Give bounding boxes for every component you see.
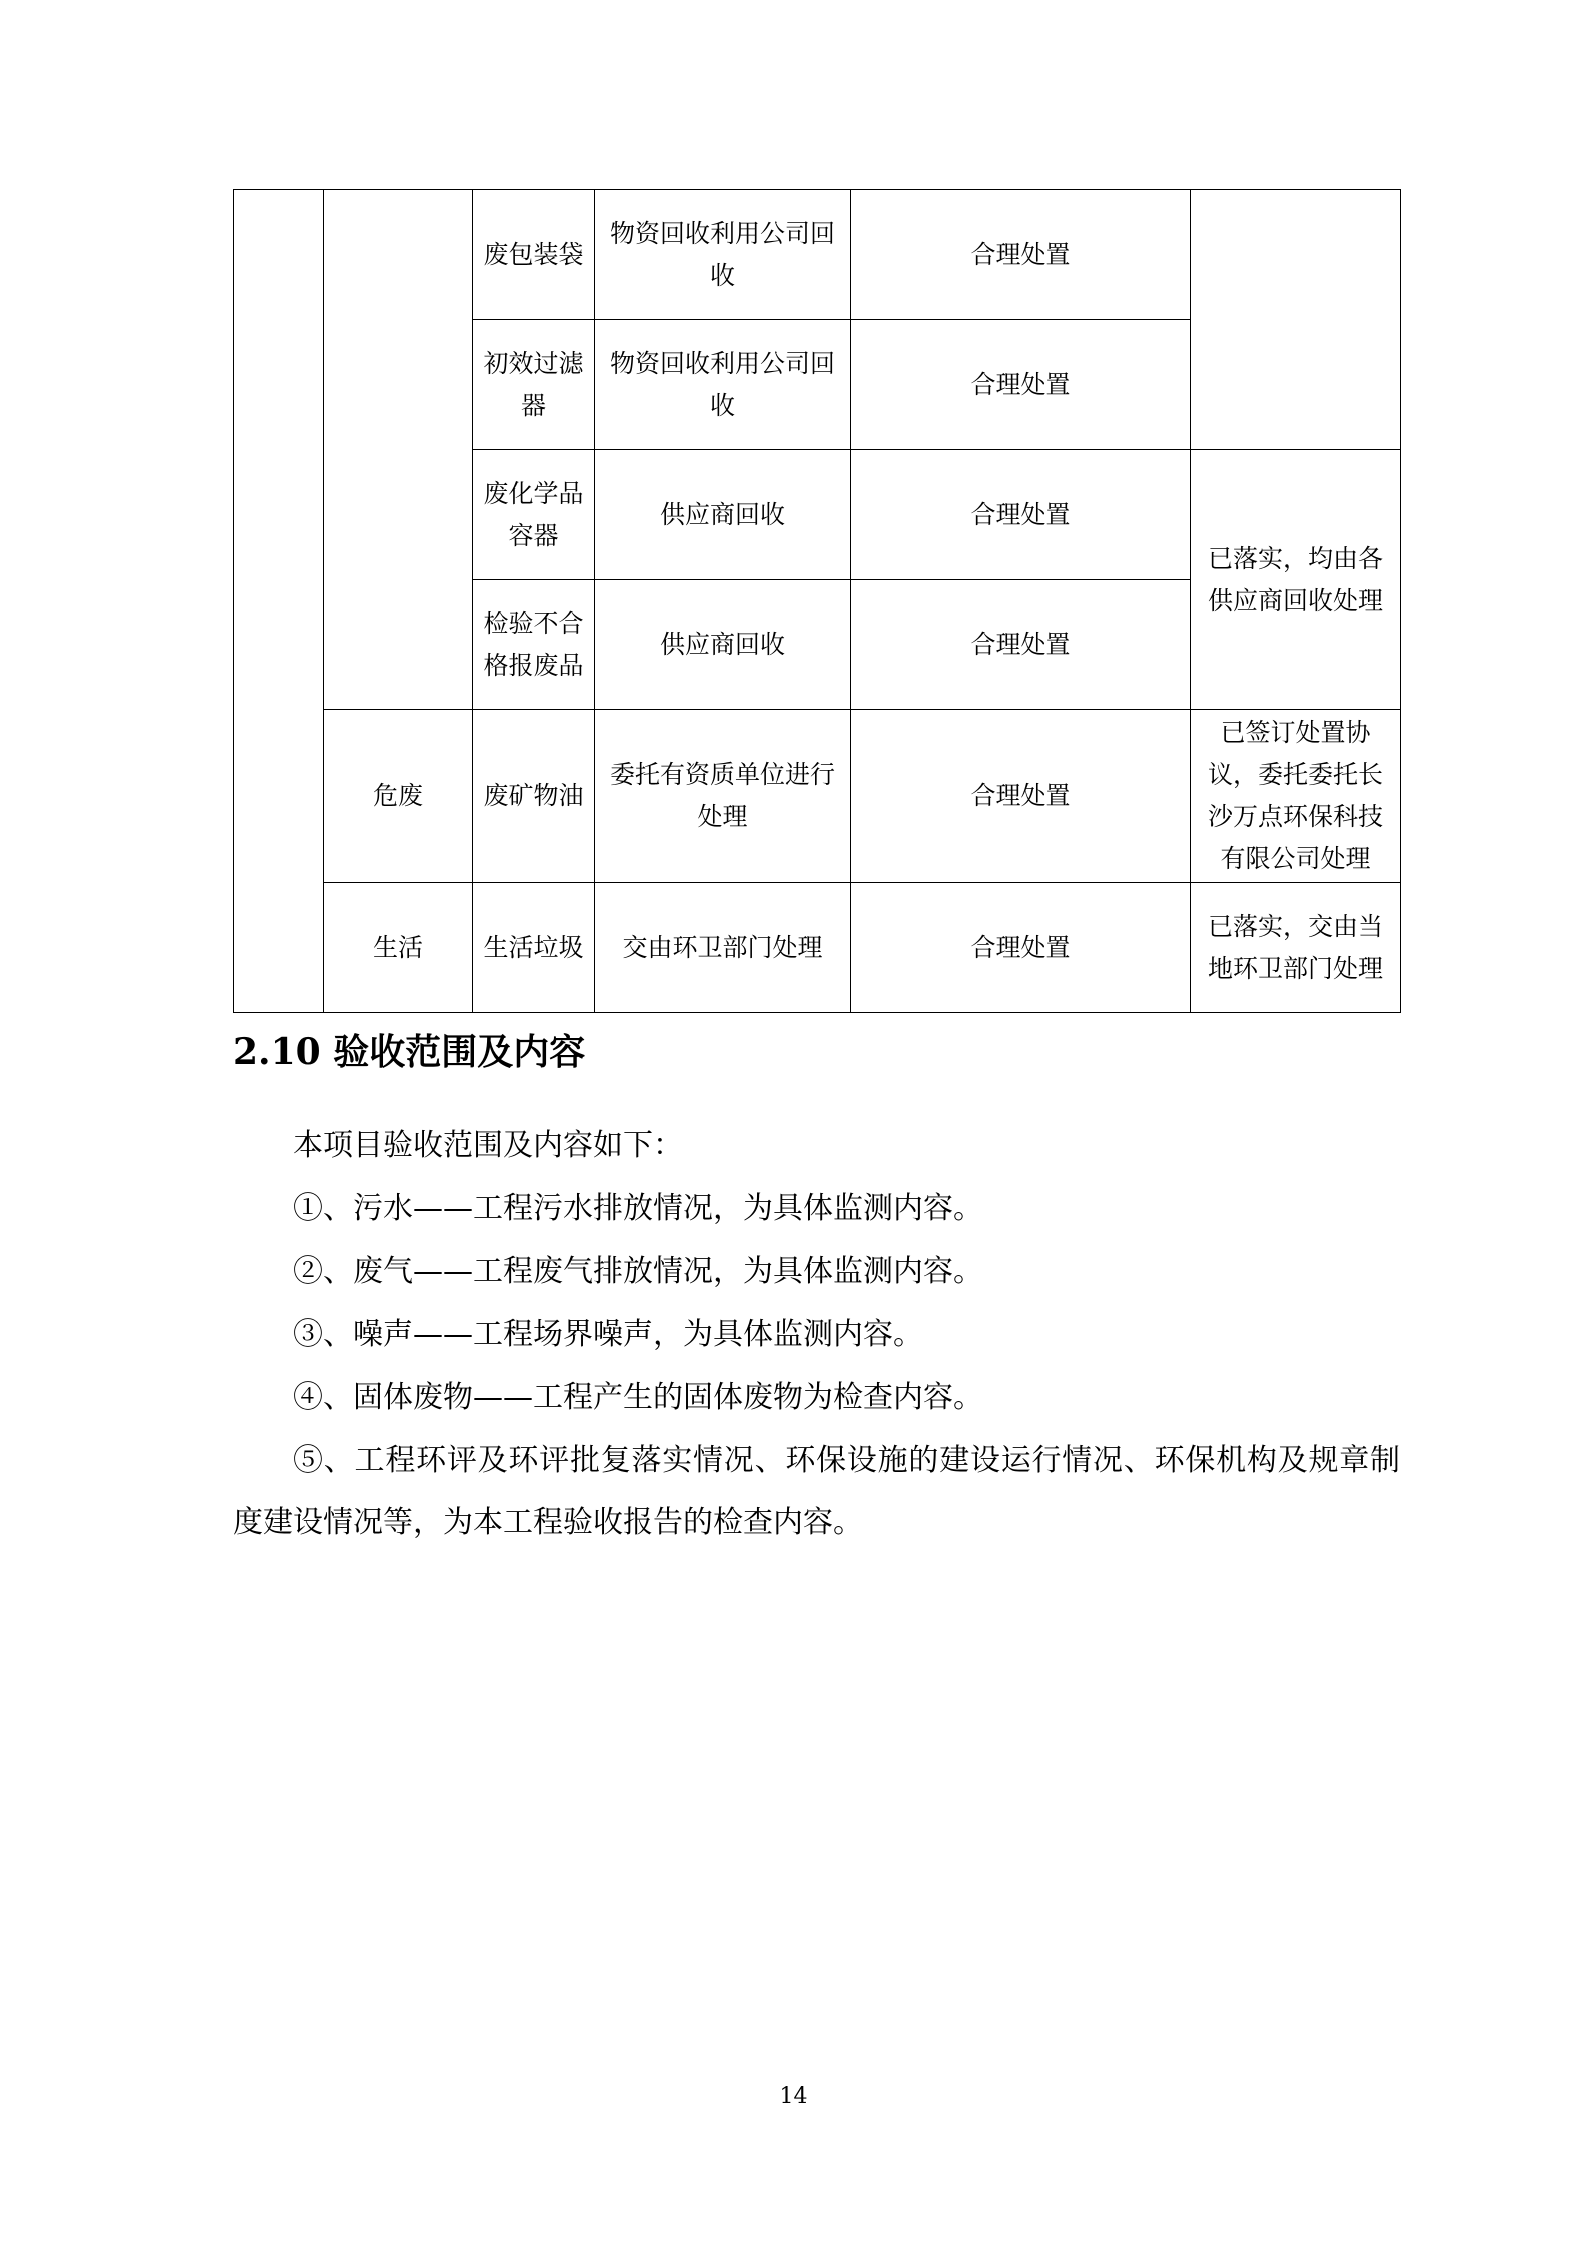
disposal-method-cell: 供应商回收 [595, 580, 851, 710]
waste-name-cell: 检验不合格报废品 [473, 580, 595, 710]
category-cell-hazardous: 危废 [324, 710, 473, 883]
disposal-method-cell: 物资回收利用公司回收 [595, 320, 851, 450]
waste-disposal-table [233, 189, 1401, 1013]
status-cell-supplier: 已落实，均由各供应商回收处理 [1191, 450, 1401, 710]
requirement-cell: 合理处置 [851, 450, 1191, 580]
requirement-cell: 合理处置 [851, 320, 1191, 450]
status-cell-domestic: 已落实，交由当地环卫部门处理 [1191, 883, 1401, 1013]
table-row [234, 710, 1401, 883]
waste-name-cell: 废矿物油 [473, 710, 595, 883]
page-number: 14 [779, 2084, 808, 2109]
table-cell-blank [234, 190, 324, 1013]
scope-item-noise: ③、噪声——工程场界噪声，为具体监测内容。 [293, 1317, 923, 1352]
waste-name-cell: 生活垃圾 [473, 883, 595, 1013]
scope-item-exhaust: ②、废气——工程废气排放情况，为具体监测内容。 [293, 1254, 983, 1289]
waste-name-cell: 废包装袋 [473, 190, 595, 320]
disposal-method-cell: 交由环卫部门处理 [595, 883, 851, 1013]
table-row [234, 883, 1401, 1013]
category-cell-domestic: 生活 [324, 883, 473, 1013]
disposal-method-cell: 供应商回收 [595, 450, 851, 580]
requirement-cell: 合理处置 [851, 190, 1191, 320]
waste-name-cell: 废化学品容器 [473, 450, 595, 580]
disposal-method-cell: 委托有资质单位进行处理 [595, 710, 851, 883]
scope-item-wastewater: ①、污水——工程污水排放情况，为具体监测内容。 [293, 1191, 983, 1226]
section-heading: 2.10 验收范围及内容 [233, 1031, 586, 1073]
table-cell-category-general [324, 190, 473, 710]
requirement-cell: 合理处置 [851, 580, 1191, 710]
requirement-cell: 合理处置 [851, 883, 1191, 1013]
status-cell-oil: 已签订处置协议，委托委托长沙万点环保科技有限公司处理 [1191, 710, 1401, 883]
scope-item-solid-waste: ④、固体废物——工程产生的固体废物为检查内容。 [293, 1380, 983, 1415]
waste-name-cell: 初效过滤器 [473, 320, 595, 450]
status-cell-blank [1191, 190, 1401, 450]
section-intro: 本项目验收范围及内容如下： [293, 1128, 683, 1163]
scope-item-compliance: ⑤、工程环评及环评批复落实情况、环保设施的建设运行情况、环保机构及规章制度建设情况等，为本工程验收报告的检查内容。 [233, 1443, 1400, 1540]
table-row [234, 190, 1401, 320]
requirement-cell: 合理处置 [851, 710, 1191, 883]
disposal-method-cell: 物资回收利用公司回收 [595, 190, 851, 320]
